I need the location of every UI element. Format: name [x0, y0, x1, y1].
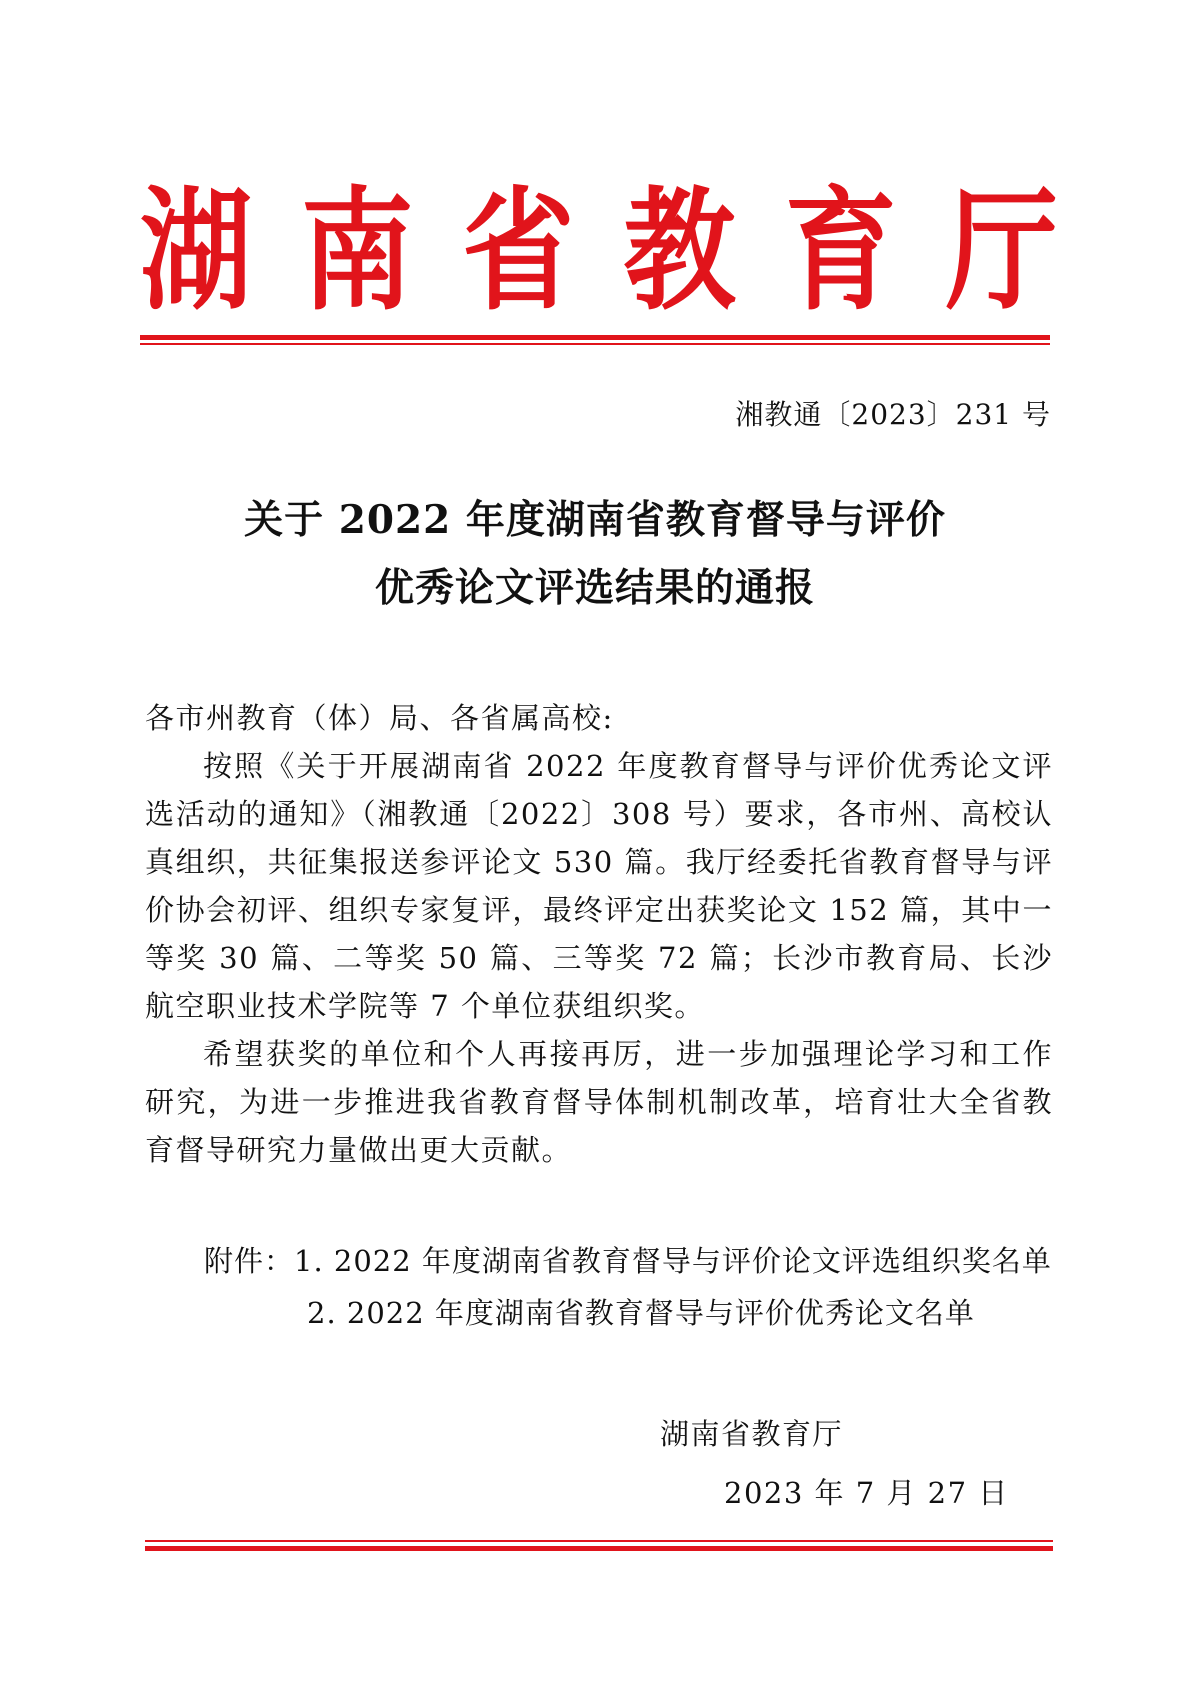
- red-rule-thick: [145, 1546, 1053, 1551]
- salutation: 各市州教育（体）局、各省属高校:: [145, 701, 614, 735]
- signature-organization: 湖南省教育厅: [660, 1417, 844, 1451]
- attachment-item-1: 1. 2022 年度湖南省教育督导与评价论文评选组织奖名单: [294, 1244, 1052, 1278]
- header-red-rule: [140, 335, 1050, 345]
- issuing-authority-header: [140, 175, 1058, 329]
- header-char: 湖: [140, 175, 252, 329]
- header-char: 育: [784, 175, 897, 329]
- red-rule-thin: [145, 1540, 1053, 1542]
- attachment-item-2: 2. 2022 年度湖南省教育督导与评价优秀论文名单: [307, 1296, 975, 1330]
- red-rule-thin: [140, 343, 1050, 345]
- body-paragraph-1: 按照《关于开展湖南省 2022 年度教育督导与评价优秀论文评选活动的通知》（湘教通〔2022〕308 号）要求，各市州、高校认真组织，共征集报送参评论文 530 篇。我厅经委托省教育督导与评价协会初评、组织专家复评，最终评定出获奖论文 152 篇，其中一等奖 30 篇、二等奖 50 篇、三等奖 72 篇；长沙市教育局、长沙航空职业技术学院等 7 个单位获组织奖。: [145, 749, 1053, 1023]
- footer-red-rule: [145, 1540, 1053, 1551]
- document-title-line-1: 关于 2022 年度湖南省教育督导与评价: [244, 497, 946, 543]
- document-number: 湘教通〔2023〕231 号: [735, 398, 1051, 431]
- red-rule-thick: [140, 335, 1050, 340]
- attachment-line-2: [307, 1290, 975, 1336]
- document-title-line-2: 优秀论文评选结果的通报: [374, 565, 815, 611]
- attachment-label: 附件：: [204, 1244, 295, 1278]
- attachment-line-1: [204, 1238, 1052, 1284]
- header-char: 教: [623, 175, 736, 329]
- header-char: 省: [462, 175, 575, 329]
- header-char: 厅: [945, 175, 1058, 329]
- signature-date: 2023 年 7 月 27 日: [724, 1476, 1009, 1510]
- body-paragraph-2: 希望获奖的单位和个人再接再厉，进一步加强理论学习和工作研究，为进一步推进我省教育督导体制机制改革，培育壮大全省教育督导研究力量做出更大贡献。: [145, 1037, 1053, 1167]
- header-char: 南: [301, 175, 414, 329]
